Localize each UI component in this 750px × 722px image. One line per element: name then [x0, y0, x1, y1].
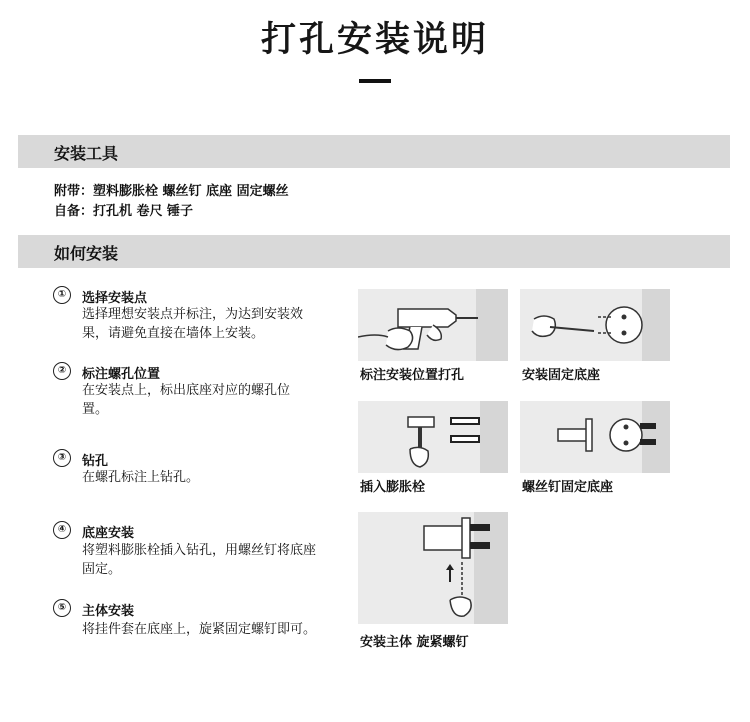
title-underline [359, 79, 391, 83]
step-1-number: ① [53, 286, 71, 304]
mount-body-icon [358, 512, 508, 624]
drill-caption: 标注安装位置打孔 [360, 368, 465, 383]
step-2-title: 标注螺孔位置 [82, 367, 161, 382]
step-5-desc: 将挂件套在底座上，旋紧固定螺钉即可。 [82, 622, 317, 637]
step-3-number: ③ [53, 449, 71, 467]
hammer-anchor-icon [358, 401, 508, 473]
step-1-title: 选择安装点 [82, 291, 148, 306]
base-screw-icon [520, 401, 670, 473]
step-4-number: ④ [53, 521, 71, 539]
screwdriver-base-caption: 安装固定底座 [522, 368, 601, 383]
screwdriver-base-icon [520, 289, 670, 361]
hammer-anchor-caption: 插入膨胀栓 [360, 480, 426, 495]
step-3-title: 钻孔 [82, 454, 109, 469]
step-2-desc: 在安装点上，标出底座对应的螺孔位置。 [82, 383, 291, 417]
step-3-desc: 在螺孔标注上钻孔。 [82, 470, 200, 485]
step-4-desc: 将塑料膨胀栓插入钻孔，用螺丝钉将底座固定。 [82, 543, 317, 577]
step-5-number: ⑤ [53, 599, 71, 617]
step-1-desc: 选择理想安装点并标注，为达到安装效果，请避免直接在墙体上安装。 [82, 307, 304, 341]
base-screw-caption: 螺丝钉固定底座 [522, 480, 614, 495]
howto-section-header [18, 235, 730, 268]
included-tools: 附带：塑料膨胀栓 螺丝钉 底座 固定螺丝 [54, 184, 289, 199]
self-provided-tools: 自备：打孔机 卷尺 锤子 [54, 204, 194, 219]
tools-section-header [18, 135, 730, 168]
howto-heading: 如何安装 [54, 244, 119, 263]
tools-heading: 安装工具 [54, 144, 119, 163]
mount-body-caption: 安装主体 旋紧螺钉 [360, 635, 469, 650]
step-2-number: ② [53, 362, 71, 380]
drill-icon [358, 289, 508, 361]
step-5-title: 主体安装 [82, 604, 135, 619]
page-title: 打孔安装说明 [260, 20, 489, 60]
step-4-title: 底座安装 [82, 526, 135, 541]
